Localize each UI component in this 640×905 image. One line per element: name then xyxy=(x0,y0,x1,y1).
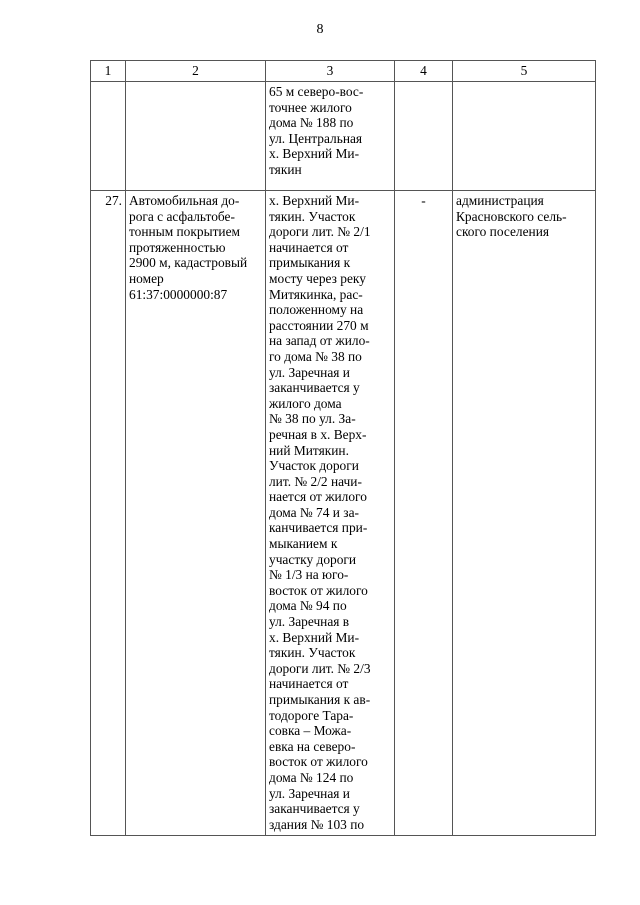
text-line: мосту через реку xyxy=(269,270,366,286)
table-cell xyxy=(453,82,596,191)
table-cell xyxy=(91,82,126,191)
table-cell xyxy=(126,82,266,191)
text-line: восток от жилого xyxy=(269,582,368,598)
row-number: 27. xyxy=(91,191,126,836)
text-line: ул. Заречная и xyxy=(269,785,350,801)
text-line: участку дороги xyxy=(269,551,357,567)
text-line: ул. Заречная в xyxy=(269,614,350,630)
text-line: № 38 по ул. За- xyxy=(269,411,356,427)
text-line: заканчивается у xyxy=(269,801,360,817)
text-line: положенному на xyxy=(269,302,364,318)
text-line: совка – Можа- xyxy=(269,723,352,739)
text-line: Красновского сель- xyxy=(456,208,567,224)
header-cell: 5 xyxy=(453,61,596,82)
text-line: х. Верхний Ми- xyxy=(269,193,360,208)
text-line: го дома № 38 по xyxy=(269,348,362,364)
text-line: примыкания к xyxy=(269,255,351,271)
header-cell: 3 xyxy=(266,61,395,82)
text-line: ул. Центральная xyxy=(269,130,363,146)
table-cell xyxy=(395,82,453,191)
register-table xyxy=(90,60,596,836)
location-cell xyxy=(266,82,395,191)
text-line: дома № 74 и за- xyxy=(269,504,359,520)
text-line: начинается от xyxy=(269,676,349,692)
text-line: лит. № 2/2 начи- xyxy=(269,473,362,489)
text-line: примыкания к ав- xyxy=(269,692,371,707)
text-line: № 1/3 на юго- xyxy=(269,567,349,583)
text-line: тякин. Участок xyxy=(269,645,356,661)
table-row xyxy=(91,191,596,836)
header-cell: 2 xyxy=(126,61,266,82)
text-line: дома № 124 по xyxy=(269,769,354,785)
text-line: тякин xyxy=(269,161,302,177)
text-line: дороги лит. № 2/1 xyxy=(269,224,371,240)
text-line: ний Митякин. xyxy=(269,442,349,458)
object-description-cell xyxy=(126,191,266,836)
text-line: здания № 103 по xyxy=(269,816,365,832)
text-line: 2900 м, кадастровый xyxy=(129,255,248,271)
text-line: евка на северо- xyxy=(269,738,356,754)
header-cell: 1 xyxy=(91,61,126,82)
holder-cell xyxy=(453,191,596,836)
page-number: 8 xyxy=(316,22,324,37)
text-line: нается от жилого xyxy=(269,489,367,505)
text-line: речная в х. Верх- xyxy=(269,426,367,442)
text-line: канчивается при- xyxy=(269,520,368,536)
text-line: расстоянии 270 м xyxy=(269,317,369,333)
text-line: дороги лит. № 2/3 xyxy=(269,660,371,676)
text-line: заканчивается у xyxy=(269,380,360,396)
text-line: х. Верхний Ми- xyxy=(269,146,360,162)
text-line: тодороге Тара- xyxy=(269,707,354,723)
text-line: Участок дороги xyxy=(269,458,359,474)
text-line: х. Верхний Ми- xyxy=(269,629,360,645)
text-line: ского поселения xyxy=(456,224,550,240)
table-header-row xyxy=(91,61,596,82)
text-line: дома № 188 по xyxy=(269,115,354,131)
table-row xyxy=(91,82,596,191)
text-line: администрация xyxy=(456,193,544,208)
text-line: протяженностью xyxy=(129,239,226,255)
text-line: жилого дома xyxy=(269,395,342,411)
location-cell xyxy=(266,191,395,836)
text-line: рога с асфальтобе- xyxy=(129,208,235,224)
text-line: мыканием к xyxy=(269,536,338,552)
text-line: Автомобильная до- xyxy=(129,193,240,208)
text-line: начинается от xyxy=(269,239,349,255)
text-line: точнее жилого xyxy=(269,99,352,115)
text-line: 65 м северо-вос- xyxy=(269,84,364,99)
text-line: тонным покрытием xyxy=(129,224,241,240)
col4-cell: - xyxy=(395,191,453,836)
text-line: на запад от жило- xyxy=(269,333,370,349)
text-line: восток от жилого xyxy=(269,754,368,770)
text-line: дома № 94 по xyxy=(269,598,347,614)
text-line: ул. Заречная и xyxy=(269,364,350,380)
text-line: Митякинка, рас- xyxy=(269,286,363,302)
header-cell: 4 xyxy=(395,61,453,82)
text-line: тякин. Участок xyxy=(269,208,356,224)
text-line: номер xyxy=(129,270,164,286)
text-line: 61:37:0000000:87 xyxy=(129,286,228,302)
